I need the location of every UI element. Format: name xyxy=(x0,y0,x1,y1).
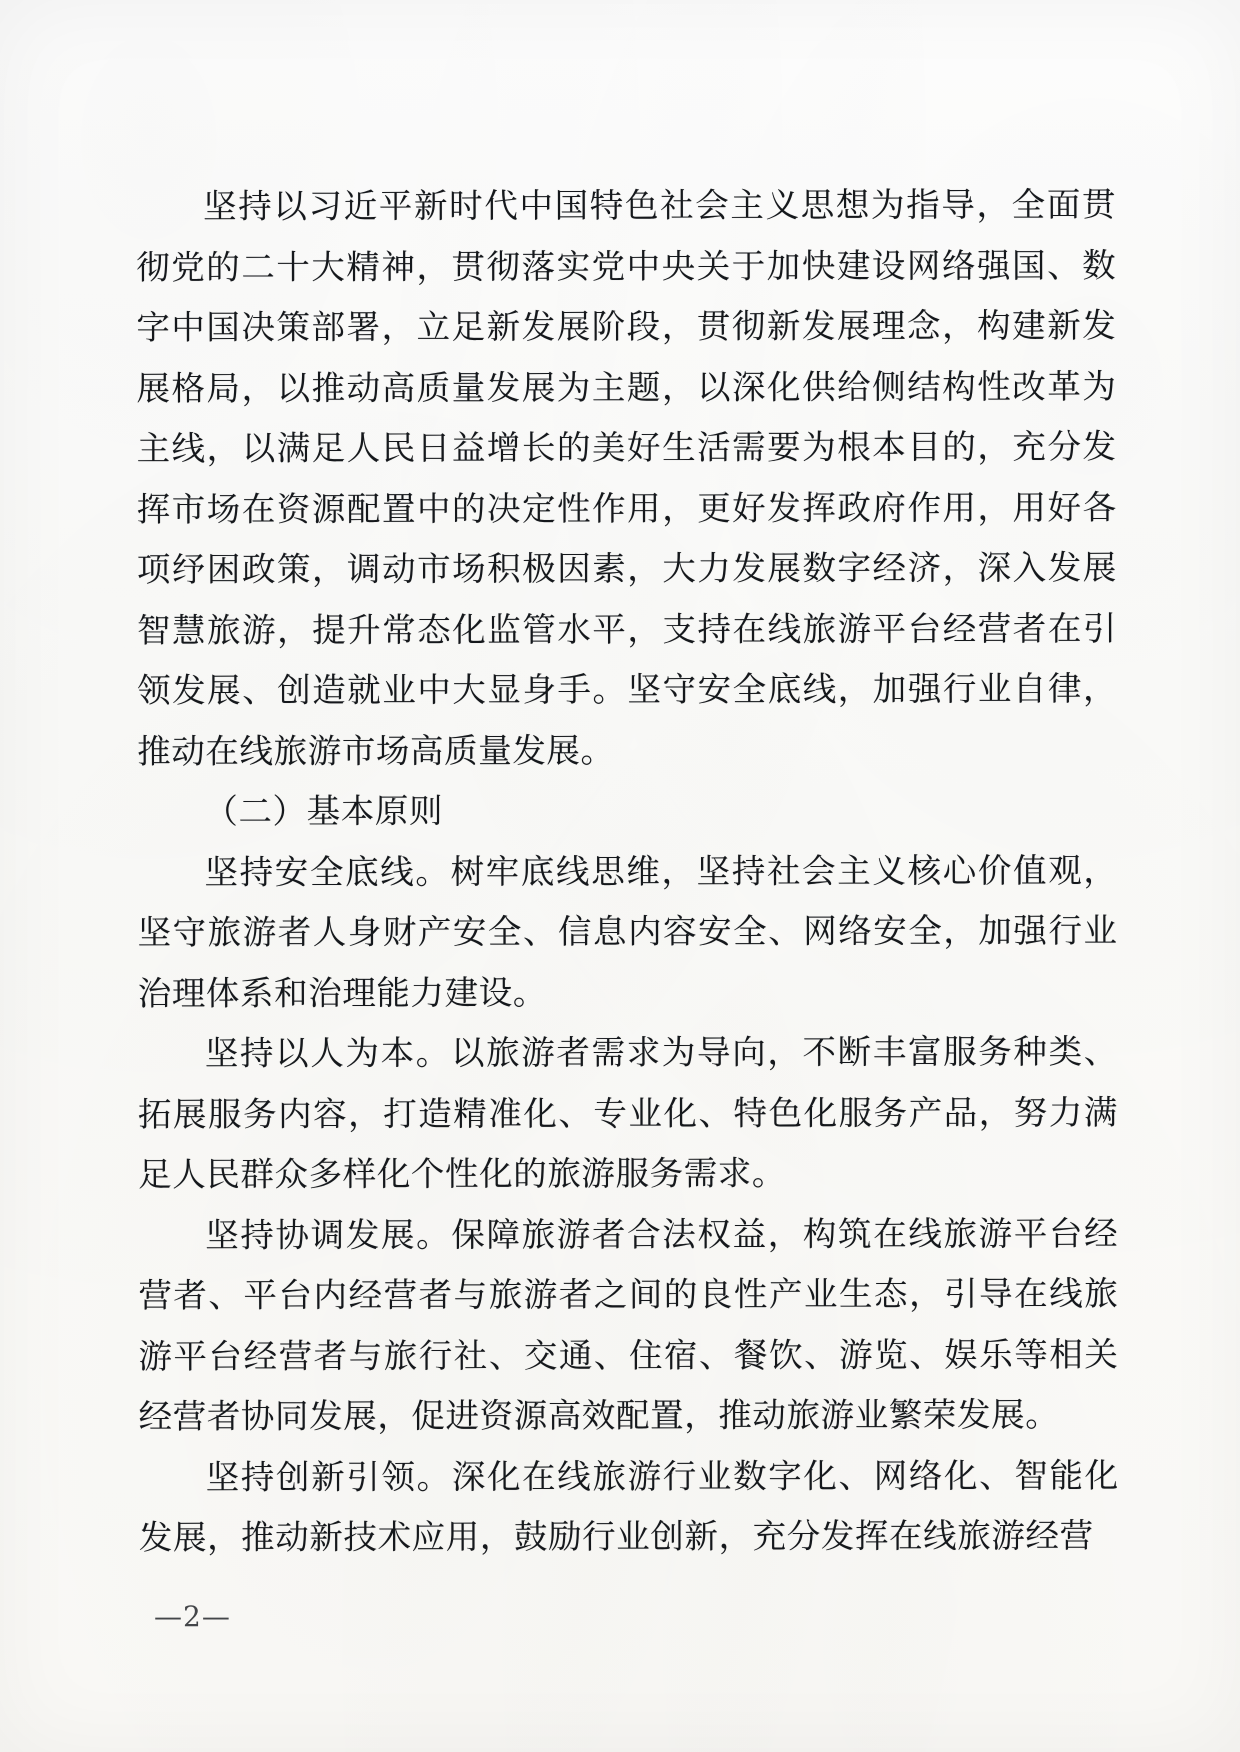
section-heading-basic-principles: （二）基本原则 xyxy=(204,791,444,831)
paragraph-principle-safety-bottom-line: 坚持安全底线。树牢底线思维，坚持社会主义核心价值观，坚守旅游者人身财产安全、信息内容安全、网络安全，加强行业治理体系和治理能力建设。 xyxy=(137,850,1118,1013)
paragraph-principle-coordinated-development: 坚持协调发展。保障旅游者合法权益，构筑在线旅游平台经营者、平台内经营者与旅游者之间的良性产业生态，引导在线旅游平台经营者与旅行社、交通、住宿、餐饮、游览、娱乐等相关经营者协同发展，促进资源高效配置，推动旅游业繁荣发展。 xyxy=(138,1213,1119,1437)
paragraph-principle-innovation-led: 坚持创新引领。深化在线旅游行业数字化、网络化、智能化发展，推动新技术应用，鼓励行业创新，充分发挥在线旅游经营 xyxy=(138,1455,1119,1558)
paragraph-guiding-ideology-body: 坚持以习近平新时代中国特色社会主义思想为指导，全面贯彻党的二十大精神，贯彻落实党中央关于加快建设网络强国、数字中国决策部署，立足新发展阶段，贯彻新发展理念，构建新发展格局，以推动高质量发展为主题，以深化供给侧结构性改革为主线，以满足人民日益增长的美好生活需要为根本目的，充分发挥市场在资源配置中的决定性作用，更好发挥政府作用，用好各项纾困政策，调动市场积极因素，大力发展数字经济，深入发展智慧旅游，提升常态化监管水平，支持在线旅游平台经营者在引领发展、创造就业中大显身手。坚守安全底线，加强行业自律，推动在线旅游市场高质量发展。 xyxy=(136,184,1118,771)
paragraph-principle-people-oriented: 坚持以人为本。以旅游者需求为导向，不断丰富服务种类、拓展服务内容，打造精准化、专业化、特色化服务产品，努力满足人民群众多样化个性化的旅游服务需求。 xyxy=(137,1031,1119,1195)
page-text-body xyxy=(136,175,1119,1569)
page-number: —2— xyxy=(154,1600,231,1633)
page-footer xyxy=(136,1600,1116,1633)
